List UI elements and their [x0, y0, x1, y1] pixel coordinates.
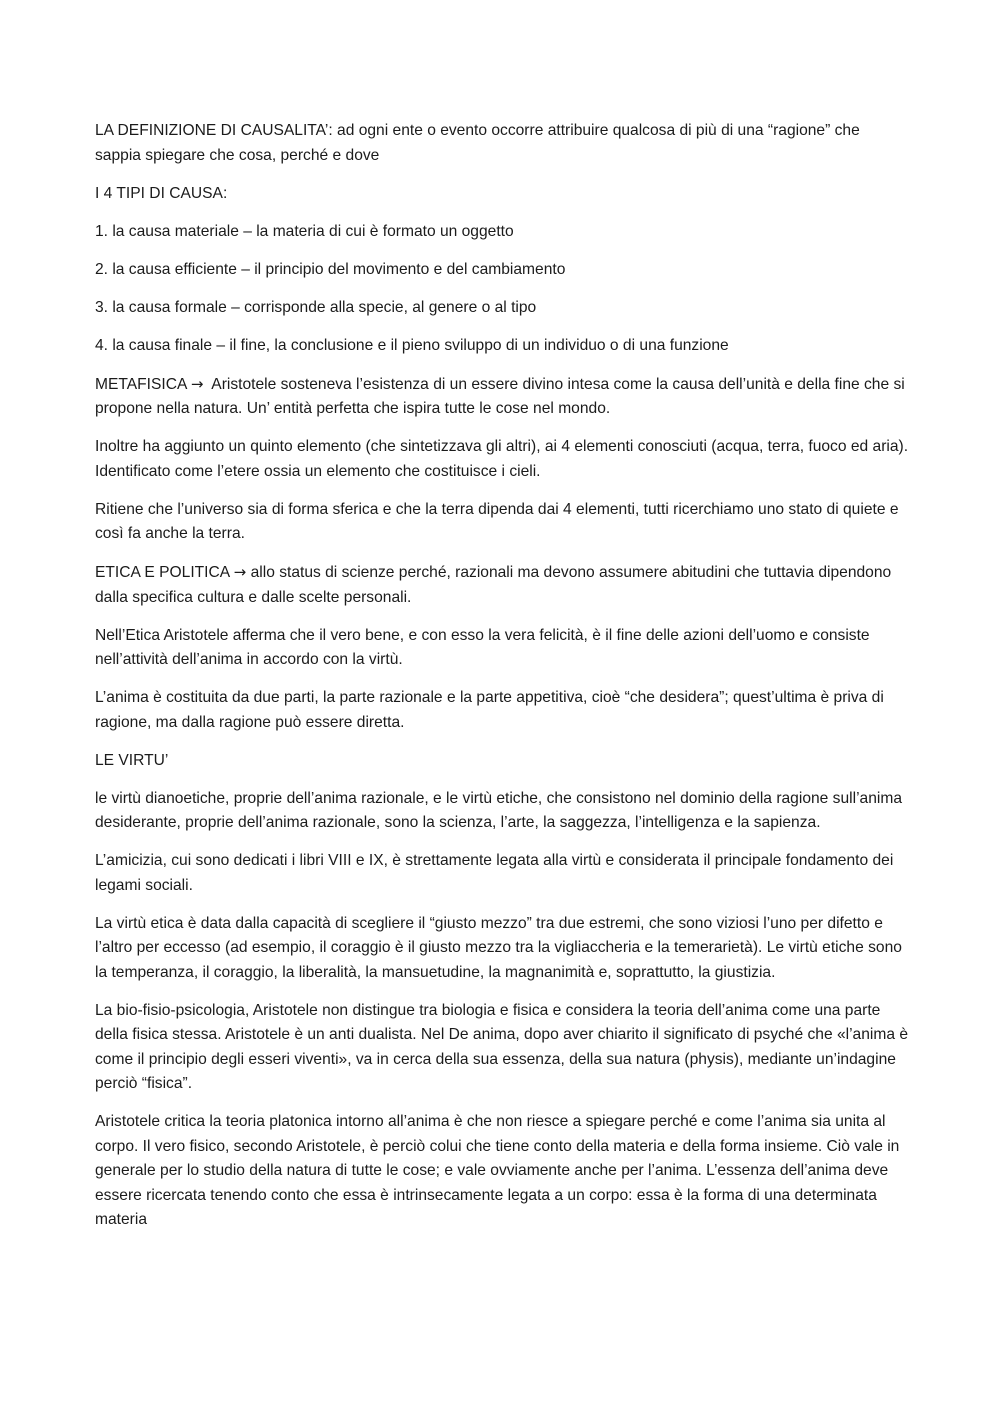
ethics-good-paragraph: Nell’Etica Aristotele afferma che il vero bene, e con esso la vera felicità, è il fine delle azioni dell’uomo e consiste nell’attività dell’anima in accordo con la virtù.	[95, 626, 870, 668]
soul-parts-paragraph: L’anima è costituita da due parti, la parte razionale e la parte appetitiva, cioè “che desidera”; quest’ultima è priva di ragione, ma dalla ragione può essere diretta.	[95, 689, 884, 731]
metaphysics-text: Aristotele sosteneva l’esistenza di un essere divino intesa come la causa dell’unità e della fine che si propone nella natura. Un’ entità perfetta che ispira tutte le cose nel mondo.	[95, 375, 905, 417]
cause-item-formal: 3. la causa formale – corrisponde alla specie, al genere o al tipo	[95, 298, 537, 316]
ethics-politics-paragraph	[95, 560, 910, 610]
universe-paragraph: Ritiene che l’universo sia di forma sferica e che la terra dipenda dai 4 elementi, tutti ricerchiamo uno stato di quiete e così fa anche la terra.	[95, 500, 899, 542]
right-arrow-icon: →	[233, 563, 247, 581]
cause-item-material: 1. la causa materiale – la materia di cui è formato un oggetto	[95, 222, 514, 240]
causality-definition-paragraph: LA DEFINIZIONE DI CAUSALITA’: ad ogni ente o evento occorre attribuire qualcosa di più di una “ragione” che sappia spiegare che cosa, perché e dove	[95, 122, 860, 164]
bio-psychology-paragraph: La bio-fisio-psicologia, Aristotele non distingue tra biologia e fisica e considera la teoria dell’anima come una parte della fisica stessa. Aristotele è un anti dualista. Nel De anima, dopo aver chiarito il significato di psyché che «l’anima è come il principio degli esseri viventi», va in cerca della sua essenza, della sua natura (physis), mediante un’indagine perciò “fisica”.	[95, 1001, 909, 1092]
ethics-politics-text: allo status di scienze perché, razionali ma devono assumere abitudini che tuttavia dipendono dalla specifica cultura e dalle scelte personali.	[95, 564, 892, 606]
fifth-element-paragraph: Inoltre ha aggiunto un quinto elemento (che sintetizzava gli altri), ai 4 elementi conosciuti (acqua, terra, fuoco ed aria). Identificato come l’etere ossia un elemento che costituisce i cieli.	[95, 438, 909, 480]
cause-types-heading: I 4 TIPI DI CAUSA:	[95, 184, 228, 202]
virtues-paragraph: le virtù dianoetiche, proprie dell’anima razionale, e le virtù etiche, che consistono nel dominio della ragione sull’anima desiderante, proprie dell’anima razionale, sono la scienza, l’arte, la saggezza, l’intelligenza e la sapienza.	[95, 789, 902, 831]
metaphysics-paragraph	[95, 372, 910, 422]
cause-item-final: 4. la causa finale – il fine, la conclusione e il pieno sviluppo di un individuo o di una funzione	[95, 336, 729, 354]
document-body	[95, 119, 910, 1246]
cause-item-efficient: 2. la causa efficiente – il principio del movimento e del cambiamento	[95, 260, 566, 278]
friendship-paragraph: L’amicizia, cui sono dedicati i libri VIII e IX, è strettamente legata alla virtù e considerata il principale fondamento dei legami sociali.	[95, 852, 894, 894]
platonic-critique-paragraph: Aristotele critica la teoria platonica intorno all’anima è che non riesce a spiegare perché e come l’anima sia unita al corpo. Il vero fisico, secondo Aristotele, è perciò colui che tiene conto della materia e della forma insieme. Ciò vale in generale per lo studio della natura di tutte le cose; e vale ovviamente anche per l’anima. L’essenza dell’anima deve essere ricercata tenendo conto che essa è intrinsecamente legata a un corpo: essa è la forma di una determinata materia	[95, 1113, 900, 1228]
ethics-politics-heading: ETICA E POLITICA	[95, 564, 230, 581]
ethical-virtue-paragraph: La virtù etica è data dalla capacità di scegliere il “giusto mezzo” tra due estremi, che sono viziosi l’uno per difetto e l’altro per eccesso (ad esempio, il coraggio è il giusto mezzo tra la vigliaccheria e la temerarietà). Le virtù etiche sono la temperanza, il coraggio, la liberalità, la mansuetudine, la magnanimità e, soprattutto, la giustizia.	[95, 914, 902, 981]
virtues-heading: LE VIRTU’	[95, 751, 169, 769]
metaphysics-heading: METAFISICA	[95, 375, 187, 393]
right-arrow-icon: →	[190, 374, 204, 393]
